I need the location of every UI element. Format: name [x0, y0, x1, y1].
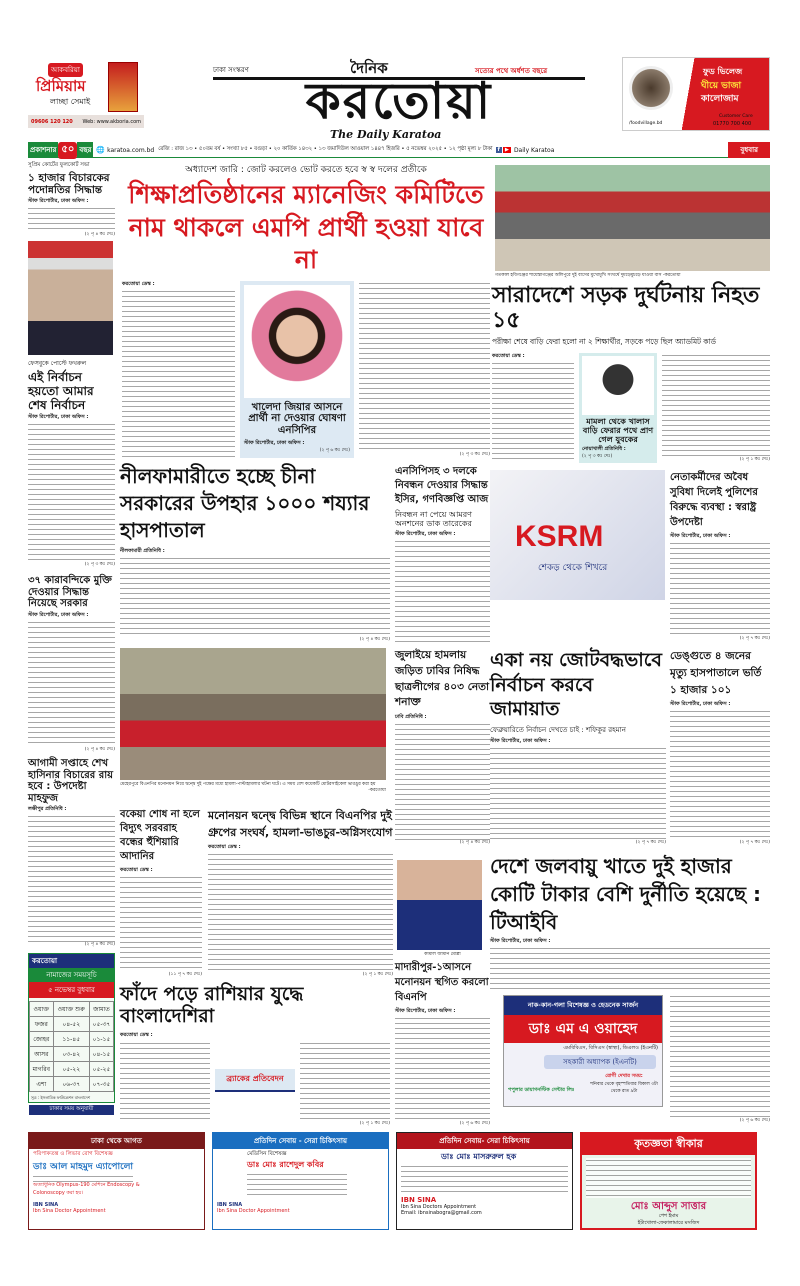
story-headline[interactable]: খালেদা জিয়ার আসনে প্রার্থী না দেওয়ার ঘোষণা এনসিপির	[248, 401, 346, 436]
story-headline[interactable]: নীলফামারীতে হচ্ছে চীনা সরকারের উপহার ১০০০ শয্যার হাসপাতাল	[120, 464, 370, 542]
prayer-start: ০৩-৪২	[53, 1047, 89, 1062]
inset-youth-death[interactable]	[579, 353, 657, 463]
photo-caption: ফেসবুকে পোস্টে ফখরুল	[28, 360, 87, 367]
ad-header: ঢাকা থেকে আগত	[29, 1133, 204, 1149]
story-headline[interactable]: ৩৭ কারাবন্দিকে মুক্তি দেওয়ার সিদ্ধান্ত নিয়েছে সরকার	[28, 575, 112, 609]
russia-body-right	[300, 1041, 390, 1121]
ad-header: প্রতিদিন সেবায় - সেরা চিকিৎসায়	[213, 1133, 388, 1149]
prayer-name: ফজর	[30, 1017, 54, 1032]
ad-sub: লাচ্ছা সেমাই	[50, 97, 91, 106]
story-ncp-registration[interactable]	[395, 465, 490, 643]
ad-line1: ফুড ভিলেজ	[703, 67, 743, 76]
ad-food-image	[629, 66, 673, 110]
story-jump: (২ পৃ ১ কঃ দেঃ)	[362, 972, 393, 978]
story-body	[359, 281, 490, 453]
story-jamaat-alliance[interactable]	[490, 648, 666, 846]
ad-gratitude[interactable]	[580, 1132, 757, 1230]
story-body	[300, 1041, 390, 1121]
story-judges-promotion[interactable]	[28, 162, 115, 238]
ad-web: Web: www.akboria.com	[82, 118, 141, 125]
ad-footer	[28, 115, 144, 128]
ad-care-phone: 01770 700 400	[713, 121, 752, 127]
ad-dr-masrurul[interactable]	[396, 1132, 573, 1230]
story-police-action[interactable]	[670, 470, 770, 642]
story-byline: নোয়াখালী প্রতিনিধি :	[582, 446, 626, 453]
ad-note: অত্যাধুনিক Olympus-190 মেশিনে Endoscopy & Colonoscopy করা হয়।	[33, 1182, 140, 1196]
photo-credit: -করতোয়া	[368, 787, 386, 793]
story-jump: (২ পৃ ৭ কঃ দেঃ)	[739, 840, 770, 846]
story-byline: ঢাবি প্রতিনিধি :	[395, 714, 427, 720]
story-byline: স্টাফ রিপোর্টার, ঢাকা অফিস :	[28, 198, 89, 205]
story-headline[interactable]: সারাদেশে সড়ক দুর্ঘটনায় নিহত ১৫	[492, 283, 760, 334]
story-body	[120, 875, 202, 972]
russia-body-left	[120, 1041, 210, 1121]
accident-body	[492, 353, 574, 463]
publication-label: প্রকাশনার	[28, 142, 58, 158]
story-byline: স্টাফ রিপোর্টার, ঢাকা অফিস :	[670, 533, 731, 539]
ad-footer: Ibn Sina Doctors Appointment	[401, 1204, 477, 1210]
ad-header: প্রতিদিন সেবায়- সেরা চিকিৎসায়	[397, 1133, 572, 1149]
ad-doctor-name: ডাঃ এম এ ওয়াহেদ	[504, 1015, 662, 1043]
story-jump: (২ পৃ ৭ কঃ দেঃ)	[739, 636, 770, 642]
story-body	[28, 620, 115, 748]
daily-label: দৈনিক	[350, 59, 388, 77]
ad-time: শনিবার থেকে বৃহস্পতিবার বিকাল ৩টা থেকে রাত ৯টা	[590, 1082, 658, 1094]
story-jump: (২ পৃ ৭ কঃ দেঃ)	[635, 840, 666, 846]
story-body	[492, 361, 574, 463]
prayer-row	[30, 1047, 114, 1062]
ibn-sina-logo: IBN SINA	[217, 1202, 243, 1208]
ad-doctor-name: ডাঃ মোঃ মাসরুরুল হক	[441, 1152, 517, 1161]
ksrm-slogan: শেকড় থেকে শিখরে	[538, 563, 608, 573]
prayer-name: মাগরিব	[30, 1062, 54, 1077]
ad-specialty: পরিপাকতন্ত্র ও লিভার রোগ বিশেষজ্ঞ	[33, 1151, 113, 1157]
ad-details	[586, 1158, 751, 1198]
story-headline[interactable]: নেতাকর্মীদের অবৈধ সুবিধা দিলেই পুলিশের বিরুদ্ধে ব্যবস্থা : স্বরাষ্ট্র উপদেষ্টা	[670, 472, 758, 528]
story-jump: (২ পৃ ৪ কঃ দেঃ)	[359, 637, 390, 643]
date-bar	[28, 143, 770, 158]
page-price: ১২ পৃষ্ঠা মূল্য ৮ টাকা	[448, 146, 493, 152]
ad-specialty: মেডিসিন বিশেষজ্ঞ	[247, 1151, 287, 1157]
tib-body-continued	[670, 994, 770, 1124]
prayer-row	[30, 1077, 114, 1092]
prayer-start: ১১-৪৫	[53, 1032, 89, 1047]
story-body	[122, 289, 235, 459]
story-jump: (২ পৃ ১ কঃ দেঃ)	[359, 1121, 390, 1127]
website-link[interactable]: karatoa.com.bd	[107, 146, 155, 154]
story-prisoners[interactable]	[28, 575, 115, 753]
ad-header: কৃতজ্ঞতা স্বীকার	[582, 1134, 755, 1155]
story-jump: (১১ পৃ ৭ কঃ দেঃ)	[168, 972, 202, 978]
facebook-icon[interactable]: f	[497, 147, 500, 153]
story-body	[670, 994, 770, 1118]
story-road-accidents[interactable]	[492, 283, 770, 463]
story-headline[interactable]: দেশে জলবায়ু খাতে দুই হাজার কোটি টাকার বেশি দুর্নীতি হয়েছে : টিআইবি	[490, 854, 762, 934]
prayer-date: ৫ নভেম্বর বুধবার	[29, 982, 114, 998]
newspaper-title: করতোয়া	[305, 72, 493, 130]
story-tib-climate[interactable]	[490, 852, 770, 990]
lead-kicker: অধ্যাদেশ জারি : জোট করলেও ভোট করতে হবে স্ব স্ব দলের প্রতীকে	[185, 165, 427, 175]
story-body	[490, 746, 666, 840]
issue-info: রেজি : রাজ ১৩ • ৫০তম বর্ষ • সংখ্যা ৮৫ • বগুড়া • ২০ কার্তিক ১৪৩২ • ১৩ জমাদিউল আওয়াল ১৪৪৭ হিজরি • ৫ নভেম্বর ২০২৫ •	[158, 146, 447, 152]
story-russia-war[interactable]	[120, 984, 390, 1127]
story-subheadline: পরীক্ষা শেষে বাড়ি ফেরা হলো না ২ শিক্ষার্থীর, সড়কে পড়ে ছিল অ্যাডমিট কার্ড	[492, 336, 716, 346]
photo-caption: কামাল জামান মোল্লা	[424, 952, 461, 957]
ad-footer: Ibn Sina Doctor Appointment	[33, 1208, 106, 1214]
story-body	[670, 709, 770, 840]
prayer-name: এশা	[30, 1077, 54, 1092]
ad-email: Email: ibnsinabogra@gmail.com	[401, 1210, 482, 1216]
weekday-badge: বুধবার	[728, 142, 770, 158]
ad-place: ইটাখোলা-ফেকালামারে মসজিদ	[637, 1219, 700, 1226]
story-kicker: সুপ্রিম কোর্টের ফুলকোর্ট সভা	[28, 162, 90, 168]
story-jump: (২ পৃ ৩ কঃ দেঃ)	[459, 452, 490, 458]
left-advertisement[interactable]	[28, 59, 178, 131]
prayer-source: সূত্র : ইসলামিক ফাউন্ডেশন বাংলাদেশ	[31, 1095, 91, 1100]
col-header: জামাত	[89, 1002, 113, 1017]
story-headline[interactable]: এই নির্বাচন হয়তো আমার শেষ নির্বাচন	[28, 370, 94, 412]
prayer-row	[30, 1017, 114, 1032]
ad-line2: ঘীয়ে ভাজা	[701, 81, 742, 91]
story-headline[interactable]: ফাঁদে পড়ে রাশিয়ার যুদ্ধে বাংলাদেশিরা	[120, 983, 304, 1027]
story-subheadline: ফেব্রুয়ারিতে নির্বাচন দেখতে চাই : শফিকুর রহমান	[490, 726, 626, 735]
story-nilphamari-hospital[interactable]	[120, 463, 390, 643]
globe-icon: 🌐	[96, 146, 106, 154]
ad-specialty: নাক-কান-গলা বিশেষজ্ঞ ও হেডনেক সার্জন	[504, 996, 662, 1015]
ad-role: পেশ ইমাম	[658, 1213, 679, 1219]
story-body	[28, 422, 115, 562]
prayer-jamaat: ০৫-৩৭	[89, 1017, 113, 1032]
ad-footer: Ibn Sina Doctor Appointment	[217, 1208, 290, 1214]
story-body	[28, 814, 115, 942]
prayer-row	[30, 1032, 114, 1047]
ad-details	[33, 1174, 133, 1182]
story-jump: (২ পৃ ১ কঃ দেঃ)	[739, 457, 770, 463]
ksrm-advertisement[interactable]	[490, 470, 665, 600]
story-byline: নীলফামারী প্রতিনিধি :	[120, 548, 165, 554]
story-july-attack[interactable]	[395, 648, 490, 846]
story-body	[395, 539, 490, 643]
prayer-jamaat: ০৪-১৫	[89, 1047, 113, 1062]
story-byline: স্টাফ রিপোর্টার, ঢাকা অফিস :	[490, 738, 551, 745]
story-headline[interactable]: জুলাইয়ে হামলায় জড়িত ঢাবির নিষিদ্ধ ছাত্রলীগের ৪০৩ নেতা শনাক্ত	[395, 649, 490, 709]
ad-doctor-name: ডাঃ মোঃ রাশেদুল কবির	[247, 1160, 324, 1169]
ad-title: সহকারী অধ্যাপক (ইএনটি)	[544, 1055, 656, 1069]
story-dengue[interactable]	[670, 648, 770, 846]
ad-dr-apollo[interactable]	[28, 1132, 205, 1230]
lead-columns	[122, 281, 490, 459]
story-adani[interactable]	[120, 808, 202, 978]
right-advertisement[interactable]	[622, 57, 770, 131]
ad-phone: 09606 120 120	[31, 118, 73, 125]
prayer-note: ঢাকার সময় অনুযায়ী	[29, 1105, 114, 1115]
ad-product: প্রিমিয়াম	[36, 77, 86, 95]
ad-center: পপুলার ডায়াগনস্টিক সেন্টার লিঃ	[508, 1087, 575, 1093]
ad-line3: কালোজাম	[701, 94, 739, 104]
story-byline: স্টাফ রিপোর্টার, ঢাকা অফিস :	[244, 440, 305, 447]
story-byline: স্টাফ রিপোর্টার, ঢাকা অফিস :	[395, 1007, 456, 1014]
ad-details	[401, 1164, 568, 1192]
story-jump: (২ পৃ ৬ কঃ দেঃ)	[319, 448, 350, 454]
fakhrul-photo	[28, 241, 113, 355]
story-jump: (২ পৃ ৪ কঃ দেঃ)	[84, 232, 115, 238]
ad-facebook: /foodvillage.bd	[629, 121, 663, 126]
story-headline[interactable]: একা নয় জোটবদ্ধভাবে নির্বাচন করবে জামায়াত	[490, 649, 662, 721]
ksrm-logo: KSRM	[515, 520, 604, 553]
ad-doctor-name: ডাঃ আল মাহমুদ এ্যাপোলো	[33, 1162, 134, 1172]
ad-signatory: মোঃ আব্দুস সাত্তার	[630, 1201, 707, 1212]
masthead	[0, 55, 800, 143]
prayer-title: নামাজের সময়সূচি	[29, 968, 114, 982]
story-body	[395, 1016, 490, 1121]
prayer-table	[29, 1001, 114, 1092]
prayer-row	[30, 1062, 114, 1077]
prayer-jamaat: ০৭-৩৫	[89, 1077, 113, 1092]
ad-bottom-row	[508, 1073, 658, 1095]
lead-body	[122, 281, 235, 459]
brac-report-label: ব্র্যাকের প্রতিবেদন	[215, 1069, 295, 1092]
story-headline[interactable]: ডেঙ্গুতে ৪ জনের মৃত্যু হাসপাতালে ভর্তি ১ হাজার ১০১	[670, 650, 762, 696]
ad-dr-rashedul[interactable]	[212, 1132, 389, 1230]
story-madaripur[interactable]	[395, 952, 490, 1127]
story-fakhrul[interactable]	[28, 358, 115, 568]
ad-brand: আকবরিয়া	[48, 63, 83, 77]
ad-details	[247, 1172, 347, 1198]
story-body	[28, 206, 115, 232]
col-header: ওয়াক্ত শুরু	[53, 1002, 89, 1017]
madaripur-portrait	[397, 850, 482, 950]
bus-accident-photo	[495, 165, 770, 271]
year-word: বছর	[77, 142, 93, 158]
photo-caption	[120, 782, 386, 794]
story-body	[395, 722, 490, 840]
ad-timing	[590, 1073, 658, 1095]
story-byline: স্টাফ রিপোর্টার, ঢাকা অফিস :	[395, 531, 456, 538]
lead-headline[interactable]: শিক্ষাপ্রতিষ্ঠানের ম্যানেজিং কমিটিতে নাম থাকলে এমপি প্রার্থী হওয়া যাবে না	[128, 180, 484, 274]
doctor-wahed-advertisement[interactable]	[503, 995, 663, 1107]
prayer-start: ০৬-৩৭	[53, 1077, 89, 1092]
story-headline[interactable]: ১ হাজার বিচারকের পদোন্নতির সিদ্ধান্ত	[28, 172, 110, 197]
prayer-jamaat: ০৫-২৫	[89, 1062, 113, 1077]
caption-text: মেহেরপুরে বিএনপির মনোনয়ন নিয়ে দ্বন্দ্বে দুই পক্ষের মধ্যে হামলা-পাল্টাহামলার ঘটনা ঘটে। এ সময় বেশ কয়েকটি মোটরসাইকেল ভাঙচুর করা হয়	[120, 782, 376, 787]
story-byline: করতোয়া ডেস্ক :	[120, 867, 153, 873]
story-subheadline: নিবন্ধন না পেয়ে আমরণ অনশনের ডাক তারেকের	[395, 510, 472, 529]
youth-photo	[582, 356, 654, 415]
story-jump: (২ পৃ ৩ কঃ দেঃ)	[582, 454, 613, 460]
years-badge: ৫০	[58, 142, 77, 159]
accident-body-continued	[662, 353, 770, 463]
story-byline: স্টাফ রিপোর্টার, ঢাকা অফিস :	[670, 701, 731, 708]
photo-caption: গতকাল হবিগঞ্জের শায়েস্তাগঞ্জের অলিপুরে দুই বাসের মুখোমুখি সংঘর্ষে দুমড়েমুচড়ে যাওয়া বাস -করতোয়া	[495, 273, 681, 278]
ad-care: Customer Care	[719, 114, 753, 119]
story-body	[208, 852, 393, 972]
story-byline: স্টাফ রিপোর্টার, ঢাকা অফিস :	[490, 938, 551, 944]
story-body	[670, 541, 770, 636]
story-bnp-clash[interactable]	[208, 808, 393, 978]
story-headline[interactable]: মাদারীপুর-১আসনে মনোনয়ন স্থগিত করলো বিএনপি	[395, 961, 489, 1003]
story-hasina-verdict[interactable]	[28, 758, 115, 948]
khaleda-photo	[244, 285, 350, 398]
story-jump: (২ পৃ ৬ কঃ দেঃ)	[739, 1118, 770, 1124]
story-byline: করতোয়া ডেস্ক :	[208, 844, 241, 850]
english-title: The Daily Karatoa	[330, 128, 442, 141]
col-header: ওয়াক্ত	[30, 1002, 54, 1017]
story-byline: করতোয়া ডেস্ক :	[122, 280, 155, 287]
tagline: সত্যের পথে অর্ধশত বছরে	[475, 67, 548, 75]
story-headline[interactable]: এনসিপিসহ ৩ দলকে নিবন্ধন দেওয়ার সিদ্ধান্ত ইসির, গণবিজ্ঞপ্তি আজ	[395, 466, 489, 505]
russia-columns	[120, 1041, 390, 1121]
accident-columns	[492, 353, 770, 463]
prayer-name: জোহর	[30, 1032, 54, 1047]
story-jump: (২ পৃ ৪ কঃ দেঃ)	[459, 840, 490, 846]
story-headline[interactable]: মামলা থেকে খালাস বাড়ি ফেরার পথে প্রাণ গেল যুবকের	[582, 416, 654, 444]
story-body	[120, 556, 390, 637]
story-byline: করতোয়া ডেস্ক :	[492, 352, 525, 359]
lead-body-continued	[359, 281, 490, 459]
story-body	[490, 946, 770, 990]
prayer-start: ০৪-৫২	[53, 1017, 89, 1032]
story-jump: (২ পৃ ৪ কঃ দেঃ)	[84, 942, 115, 948]
prayer-name: আসর	[30, 1047, 54, 1062]
story-headline[interactable]: মনোনয়ন দ্বন্দ্বে বিভিন্ন স্থানে বিএনপির দুই গ্রুপের সংঘর্ষ, হামলা-ভাঙচুর-অগ্নিসংযোগ	[208, 809, 393, 839]
story-byline: স্টাফ রিপোর্টার, ঢাকা অফিস :	[28, 414, 89, 421]
youtube-icon[interactable]: ▶	[504, 147, 509, 153]
ad-packet	[108, 62, 138, 112]
social-handle: Daily Karatoa	[513, 146, 555, 154]
ad-degrees: এমবিবিএস, বিসিএস (স্বাস্থ্য), ডিএলও (ইএনটি)	[563, 1045, 658, 1051]
story-jump: (২ পৃ ৬ কঃ দেঃ)	[459, 1121, 490, 1127]
prayer-jamaat: ০১-১৫	[89, 1032, 113, 1047]
story-byline: লক্ষীপুর প্রতিনিধি :	[28, 806, 67, 812]
khaleda-box[interactable]	[240, 281, 354, 459]
story-headline[interactable]: বকেয়া শোধ না হলে বিদ্যুৎ সরবরাহ বন্ধের হুঁশিয়ারি আদানির	[120, 809, 200, 862]
story-jump: (২ পৃ ৩ কঃ দেঃ)	[84, 562, 115, 568]
meherpur-clash-photo	[120, 648, 386, 780]
russia-inset-column	[215, 1041, 295, 1121]
prayer-start: ০৫-২২	[53, 1062, 89, 1077]
story-headline[interactable]: আগামী সপ্তাহে শেখ হাসিনার বিচারের রায় হবে : উপদেষ্টা মাহফুজ	[28, 758, 113, 804]
story-byline: স্টাফ রিপোর্টার, ঢাকা অফিস :	[28, 611, 89, 618]
prayer-brand: করতোয়া	[29, 954, 114, 968]
ibn-sina-logo: IBN SINA	[33, 1202, 59, 1208]
story-byline: করতোয়া ডেস্ক :	[120, 1031, 153, 1038]
story-body	[662, 353, 770, 458]
ibn-sina-logo: IBN SINA	[401, 1196, 437, 1204]
story-body	[120, 1041, 210, 1121]
edition-label: ঢাকা সংস্করণ	[213, 66, 249, 74]
ad-time-label: রোগী দেখার সময়:	[605, 1073, 643, 1079]
lead-story[interactable]	[122, 162, 490, 458]
story-jump: (২ পৃ ৪ কঃ দেঃ)	[84, 747, 115, 753]
prayer-times-box	[28, 953, 115, 1112]
